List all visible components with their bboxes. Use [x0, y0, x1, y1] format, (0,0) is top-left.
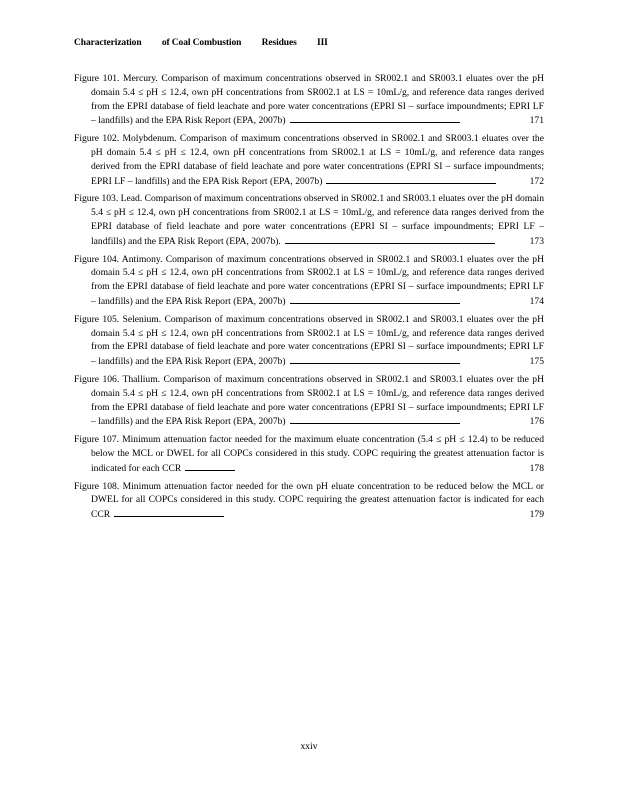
dot-leader — [185, 461, 235, 471]
toc-entry-text: Figure 108. Minimum attenuation factor needed for the own pH eluate concentration to be reduced below the MCL or DWEL for all COPCs considered in this study. COPC requiring the greatest attenuation factor is indicated for each CCR — [74, 480, 544, 521]
header-title-part-4: III — [316, 38, 328, 48]
toc-entry-page-number: 172 — [529, 175, 544, 187]
dot-leader — [285, 234, 495, 244]
header-title-part-2: of Coal Combustion — [161, 38, 242, 48]
toc-entry-figure-102[interactable] — [74, 132, 544, 188]
toc-entry-figure-103[interactable] — [74, 192, 544, 248]
dot-leader — [290, 113, 460, 123]
toc-entry-page-number: 173 — [529, 235, 544, 247]
toc-entry-text: Figure 105. Selenium. Comparison of maximum concentrations observed in SR002.1 and SR003.1 eluates over the pH domain 5.4 ≤ pH ≤ 12.4, own pH concentrations from SR002.1 at LS = 10mL/g, and reference data ranges derived from the EPRI database of field leachate and pore water concentrations (EPRI SI – surface impoundments; EPRI LF – landfills) and the EPA Risk Report (EPA, 2007b) — [74, 313, 544, 368]
dot-leader — [290, 294, 460, 304]
toc-entry-page-number: 178 — [529, 462, 544, 474]
page-number-footer: xxiv — [300, 741, 318, 752]
toc-entry-figure-104[interactable] — [74, 253, 544, 309]
toc-entry-figure-107[interactable] — [74, 433, 544, 475]
header-title-part-3: Residues — [261, 38, 297, 48]
toc-entry-page-number: 175 — [529, 356, 544, 368]
toc-entry-figure-108[interactable] — [74, 480, 544, 522]
running-header — [74, 38, 328, 48]
toc-entry-figure-105[interactable] — [74, 313, 544, 369]
toc-entry-text: Figure 107. Minimum attenuation factor needed for the maximum eluate concentration (5.4 ≤ pH ≤ 12.4) to be reduced below the MCL or DWEL for all COPCs considered in this study. COPC requiring the greatest attenuation factor is indicated for each CCR — [74, 434, 544, 474]
list-of-figures — [74, 72, 544, 526]
toc-entry-text: Figure 103. Lead. Comparison of maximum concentrations observed in SR002.1 and SR003.1 eluates over the pH domain 5.4 ≤ pH ≤ 12.4, own pH concentrations from SR002.1 at LS = 10mL/g, and reference data ranges derived from the EPRI database of field leachate and pore water concentrations (EPRI SI – surface impoundments; EPRI LF – landfills) and the EPA Risk Report (EPA, 2007b). — [74, 193, 545, 247]
dot-leader — [114, 507, 224, 517]
toc-entry-figure-101[interactable] — [74, 72, 544, 128]
toc-entry-text: Figure 104. Antimony. Comparison of maximum concentrations observed in SR002.1 and SR003.1 eluates over the pH domain 5.4 ≤ pH ≤ 12.4, own pH concentrations from SR002.1 at LS = 10mL/g, and reference data ranges derived from the EPRI database of field leachate and pore water concentrations (EPRI SI – surface impoundments; EPRI LF – landfills) and the EPA Risk Report (EPA, 2007b) — [74, 253, 544, 307]
toc-entry-text: Figure 102. Molybdenum. Comparison of maximum concentrations observed in SR002.1 and SR003.1 eluates over the pH domain 5.4 ≤ pH ≤ 12.4, own pH concentrations from SR002.1 at LS = 10mL/g, and reference data ranges derived from the EPRI database of field leachate and pore water concentrations (EPRI SI – surface impoundments; EPRI LF – landfills) and the EPA Risk Report (EPA, 2007b) — [74, 133, 544, 187]
toc-entry-figure-106[interactable] — [74, 373, 544, 429]
toc-entry-page-number: 171 — [529, 115, 544, 127]
toc-entry-page-number: 179 — [529, 509, 544, 521]
toc-entry-text: Figure 101. Mercury. Comparison of maximum concentrations observed in SR002.1 and SR003.1 eluates over the pH domain 5.4 ≤ pH ≤ 12.4, own pH concentrations from SR002.1 at LS = 10mL/g, and reference data ranges derived from the EPRI database of field leachate and pore water concentrations (EPRI SI – surface impoundments; EPRI LF – landfills) and the EPA Risk Report (EPA, 2007b) — [74, 73, 544, 127]
toc-entry-page-number: 174 — [529, 295, 544, 307]
toc-entry-text: Figure 106. Thallium. Comparison of maximum concentrations observed in SR002.1 and SR003.1 eluates over the pH domain 5.4 ≤ pH ≤ 12.4, own pH concentrations from SR002.1 at LS = 10mL/g, and reference data ranges derived from the EPRI database of field leachate and pore water concentrations (EPRI SI – surface impoundments; EPRI LF – landfills) and the EPA Risk Report (EPA, 2007b) — [74, 373, 544, 428]
toc-entry-page-number: 176 — [529, 416, 544, 428]
header-title-part-1: Characterization — [74, 38, 142, 48]
dot-leader — [326, 174, 496, 184]
dot-leader — [290, 354, 460, 364]
dot-leader — [290, 414, 460, 424]
